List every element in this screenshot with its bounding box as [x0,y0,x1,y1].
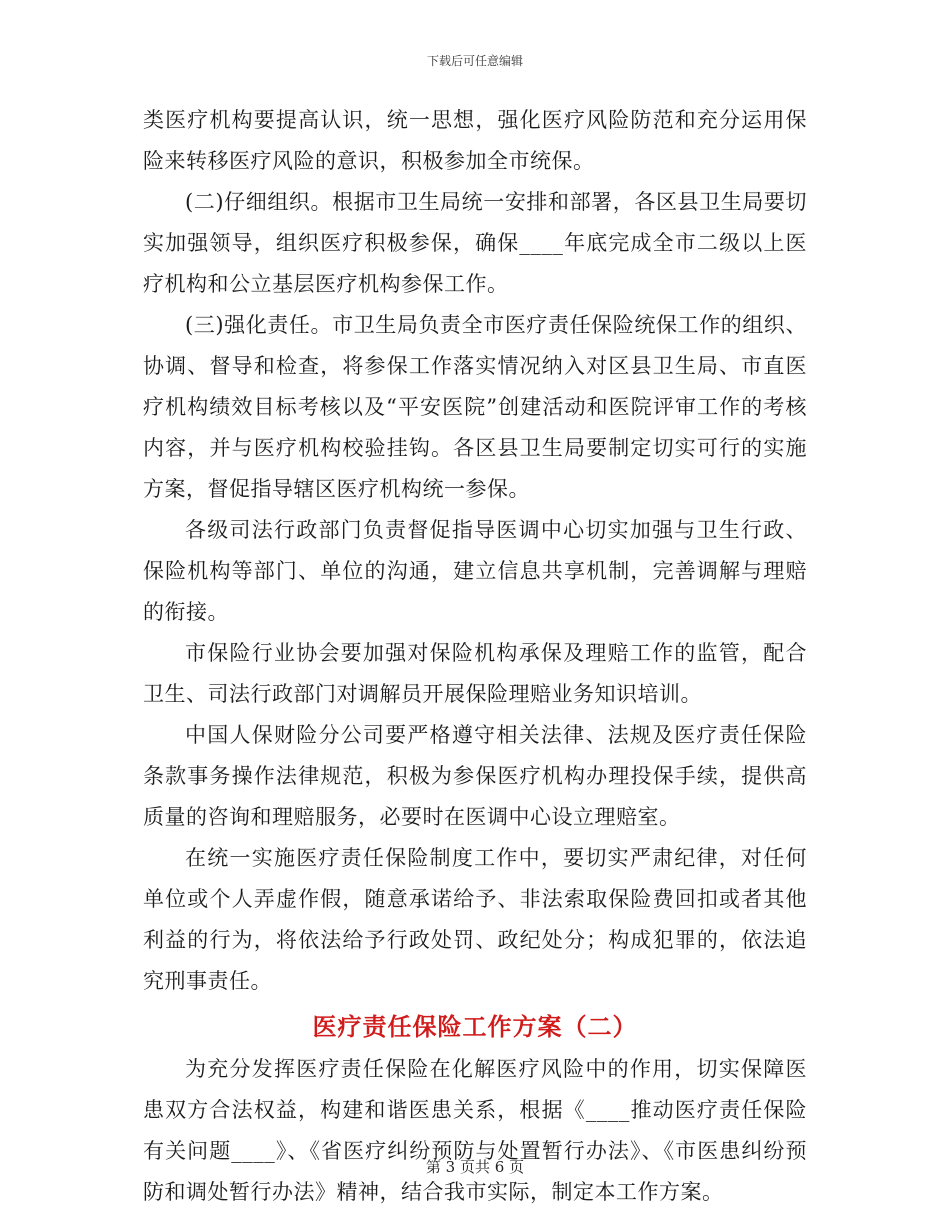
paragraph-organize: (二)仔细组织。根据市卫生局统一安排和部署，各区县卫生局要切实加强领导，组织医疗积极参保，确保____年底完成全市二级以上医疗机构和公立基层医疗机构参保工作。 [143,190,807,296]
section-title: 医疗责任保险工作方案（二） [312,1012,638,1041]
paragraph-discipline: 在统一实施医疗责任保险制度工作中，要切实严肃纪律，对任何单位或个人弄虚作假，随意承诺给予、非法索取保险费回扣或者其他利益的行为，将依法给予行政处罚、政纪处分；构成犯罪的，依法追究刑事责任。 [143,846,807,993]
page-header-note: 下载后可任意编辑 [426,54,523,68]
document-body [143,100,807,1213]
paragraph-continuation: 类医疗机构要提高认识，统一思想，强化医疗风险防范和充分运用保险来转移医疗风险的意识，积极参加全市统保。 [143,108,807,173]
paragraph-picc: 中国人保财险分公司要严格遵守相关法律、法规及医疗责任保险条款事务操作法律规范，积极为参保医疗机构办理投保手续，提供高质量的咨询和理赔服务，必要时在医调中心设立理赔室。 [143,723,807,829]
paragraph-responsibility: (三)强化责任。市卫生局负责全市医疗责任保险统保工作的组织、协调、督导和检查，将参保工作落实情况纳入对区县卫生局、市直医疗机构绩效目标考核以及“平安医院”创建活动和医院评审工作的考核内容，并与医疗机构校验挂钩。各区县卫生局要制定切实可行的实施方案，督促指导辖区医疗机构统一参保。 [143,313,807,501]
paragraph-judicial: 各级司法行政部门负责督促指导医调中心切实加强与卫生行政、保险机构等部门、单位的沟通，建立信息共享机制，完善调解与理赔的衔接。 [143,518,807,624]
page-number: 第 3 页共 6 页 [425,1158,525,1176]
paragraph-insurance-association: 市保险行业协会要加强对保险机构承保及理赔工作的监管，配合卫生、司法行政部门对调解员开展保险理赔业务知识培训。 [143,641,807,706]
paragraph-section-intro: 为充分发挥医疗责任保险在化解医疗风险中的作用，切实保障医患双方合法权益，构建和谐医患关系，根据《____推动医疗责任保险有关问题____》、《省医疗纠纷预防与处置暂行办法》、《市医患纠纷预防和调处暂行办法》精神，结合我市实际，制定本工作方案。 [143,1057,807,1204]
